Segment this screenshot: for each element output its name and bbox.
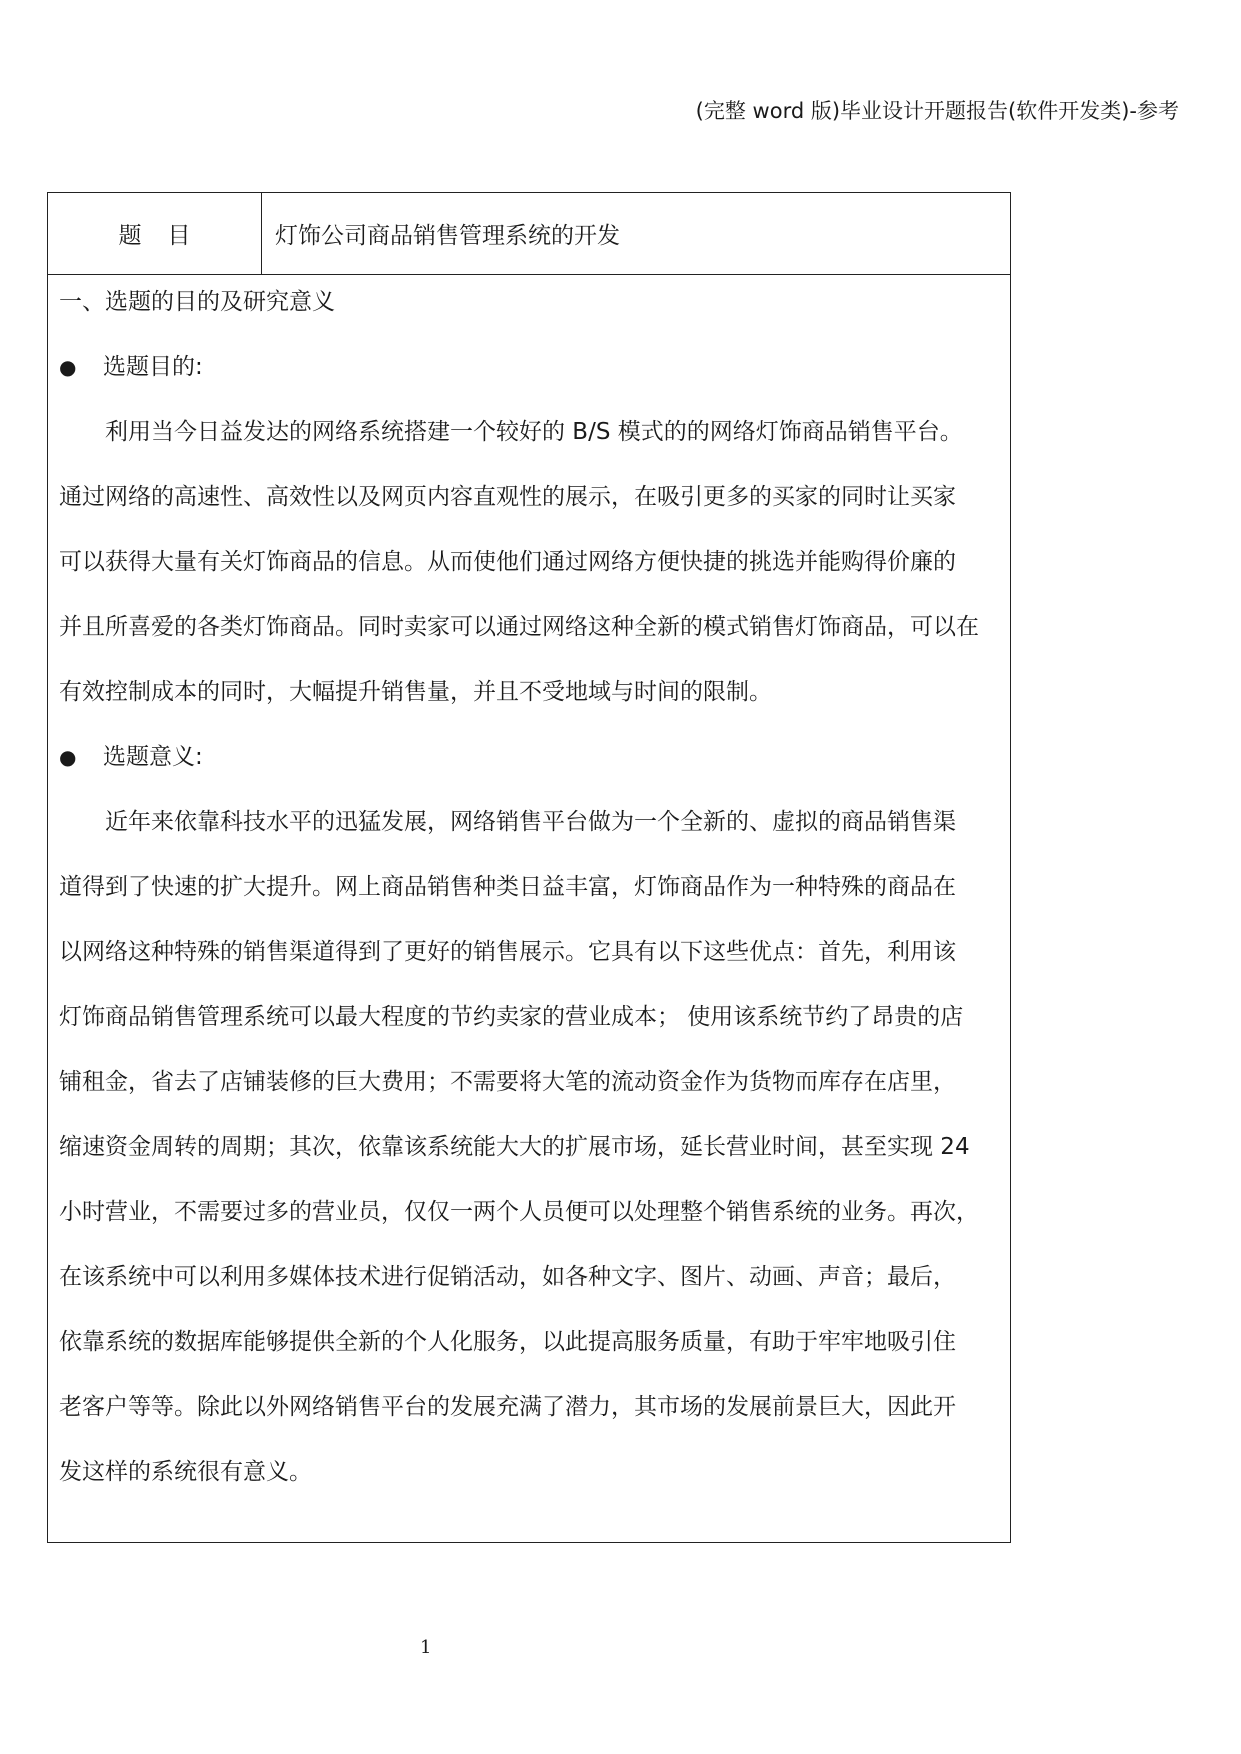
purpose-label: 选题目的:	[103, 354, 203, 380]
document-header-title: (完整 word 版)毕业设计开题报告(软件开发类)-参考	[695, 99, 1179, 123]
bullet-icon: ●	[59, 745, 77, 769]
paragraph-line: 以网络这种特殊的销售渠道得到了更好的销售展示。它具有以下这些优点：首先，利用该	[59, 939, 956, 965]
paragraph-line: 在该系统中可以利用多媒体技术进行促销活动，如各种文字、图片、动画、声音；最后，	[59, 1264, 956, 1290]
title-row	[48, 193, 1010, 275]
proposal-table	[47, 192, 1011, 1543]
paragraph-line: 小时营业，不需要过多的营业员，仅仅一两个人员便可以处理整个销售系统的业务。再次，	[59, 1199, 979, 1225]
paragraph-line: 可以获得大量有关灯饰商品的信息。从而使他们通过网络方便快捷的挑选并能购得价廉的	[59, 549, 956, 575]
title-label: 题目	[48, 193, 262, 274]
paragraph-line: 有效控制成本的同时，大幅提升销售量，并且不受地域与时间的限制。	[59, 679, 772, 705]
paragraph-line: 利用当今日益发达的网络系统搭建一个较好的 B/S 模式的的网络灯饰商品销售平台。	[59, 419, 963, 445]
paragraph-line: 铺租金，省去了店铺装修的巨大费用；不需要将大笔的流动资金作为货物而库存在店里，	[59, 1069, 956, 1095]
significance-bullet-item	[59, 737, 203, 777]
paragraph-line: 依靠系统的数据库能够提供全新的个人化服务，以此提高服务质量，有助于牢牢地吸引住	[59, 1329, 956, 1355]
section-heading: 一、选题的目的及研究意义	[59, 289, 335, 315]
purpose-bullet-item	[59, 347, 203, 387]
page-number: 1	[420, 1637, 432, 1658]
paragraph-line: 道得到了快速的扩大提升。网上商品销售种类日益丰富，灯饰商品作为一种特殊的商品在	[59, 874, 956, 900]
paragraph-line: 发这样的系统很有意义。	[59, 1459, 312, 1485]
paragraph-line: 缩速资金周转的周期；其次，依靠该系统能大大的扩展市场，延长营业时间，甚至实现 24	[59, 1134, 970, 1160]
paragraph-line: 通过网络的高速性、高效性以及网页内容直观性的展示，在吸引更多的买家的同时让买家	[59, 484, 956, 510]
paragraph-line: 老客户等等。除此以外网络销售平台的发展充满了潜力，其市场的发展前景巨大，因此开	[59, 1394, 956, 1420]
paragraph-line: 灯饰商品销售管理系统可以最大程度的节约卖家的营业成本； 使用该系统节约了昂贵的店	[59, 1004, 964, 1030]
paragraph-line: 近年来依靠科技水平的迅猛发展，网络销售平台做为一个全新的、虚拟的商品销售渠	[59, 809, 956, 835]
bullet-icon: ●	[59, 355, 77, 379]
significance-label: 选题意义:	[103, 744, 203, 770]
title-value: 灯饰公司商品销售管理系统的开发	[275, 223, 620, 249]
paragraph-line: 并且所喜爱的各类灯饰商品。同时卖家可以通过网络这种全新的模式销售灯饰商品，可以在	[59, 614, 979, 640]
